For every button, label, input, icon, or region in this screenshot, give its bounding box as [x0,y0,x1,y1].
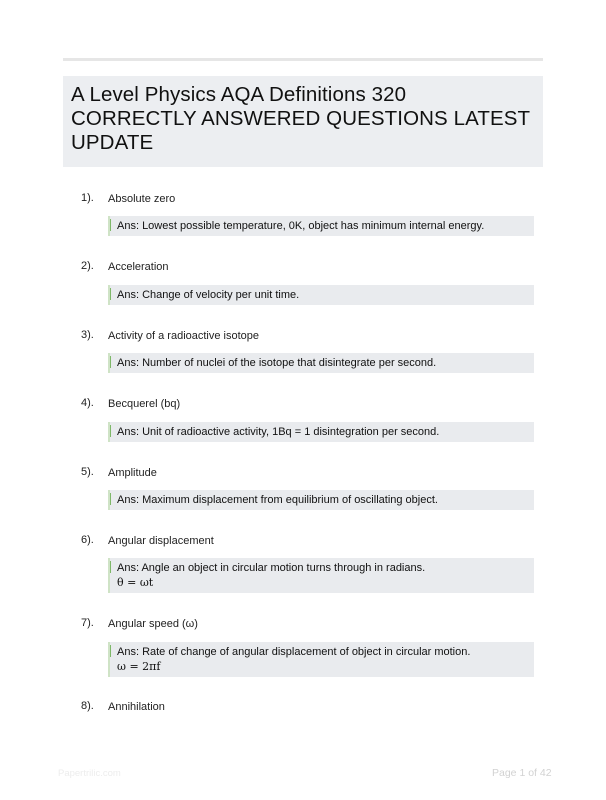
question-term: Activity of a radioactive isotope [108,330,260,342]
answer-text: Ans: Rate of change of angular displacement of object in circular motion. [117,646,471,658]
answer-text: Ans: Change of velocity per unit time. [117,289,300,301]
question-term: Becquerel (bq) [108,398,181,410]
answer-text: Ans: Number of nuclei of the isotope that disintegrate per second. [117,357,437,369]
answer-box [108,285,534,305]
answer-text: Ans: Lowest possible temperature, 0K, object has minimum internal energy. [117,220,485,232]
question-number: 1). [81,192,94,204]
answer-accent-bar [110,493,111,505]
answer-box [108,490,534,510]
answer-box [108,558,534,593]
question-number: 8). [81,700,94,712]
top-divider [63,58,543,61]
answer-accent-bar [110,219,111,231]
question-term: Angular displacement [108,535,214,547]
answer-text: Ans: Unit of radioactive activity, 1Bq = 1 disintegration per second. [117,426,440,438]
question-term: Absolute zero [108,193,176,205]
document-title: A Level Physics AQA Definitions 320 CORRECTLY ANSWERED QUESTIONS LATEST UPDATE [71,83,530,154]
page-number: Page 1 of 42 [492,767,552,779]
watermark-text: Papertrilic.com [58,768,121,779]
title-banner [63,76,543,167]
answer-accent-bar [110,561,111,573]
answer-formula: θ = ωt [117,576,154,589]
question-number: 2). [81,260,94,272]
answer-formula: ω = 2πf [117,660,161,673]
answer-accent-bar [110,356,111,368]
answer-box [108,216,534,236]
answer-box [108,353,534,373]
answer-text: Ans: Maximum displacement from equilibrium of oscillating object. [117,494,438,506]
question-term: Acceleration [108,261,169,273]
question-number: 6). [81,534,94,546]
question-term: Angular speed (ω) [108,618,198,630]
answer-accent-bar [110,288,111,300]
answer-text: Ans: Angle an object in circular motion turns through in radians. [117,562,426,574]
answer-accent-bar [110,425,111,437]
question-number: 5). [81,466,94,478]
question-number: 3). [81,329,94,341]
question-number: 4). [81,397,94,409]
answer-box [108,422,534,442]
answer-box [108,642,534,677]
question-term: Amplitude [108,467,157,479]
question-term: Annihilation [108,701,165,713]
question-number: 7). [81,617,94,629]
answer-accent-bar [110,645,111,657]
